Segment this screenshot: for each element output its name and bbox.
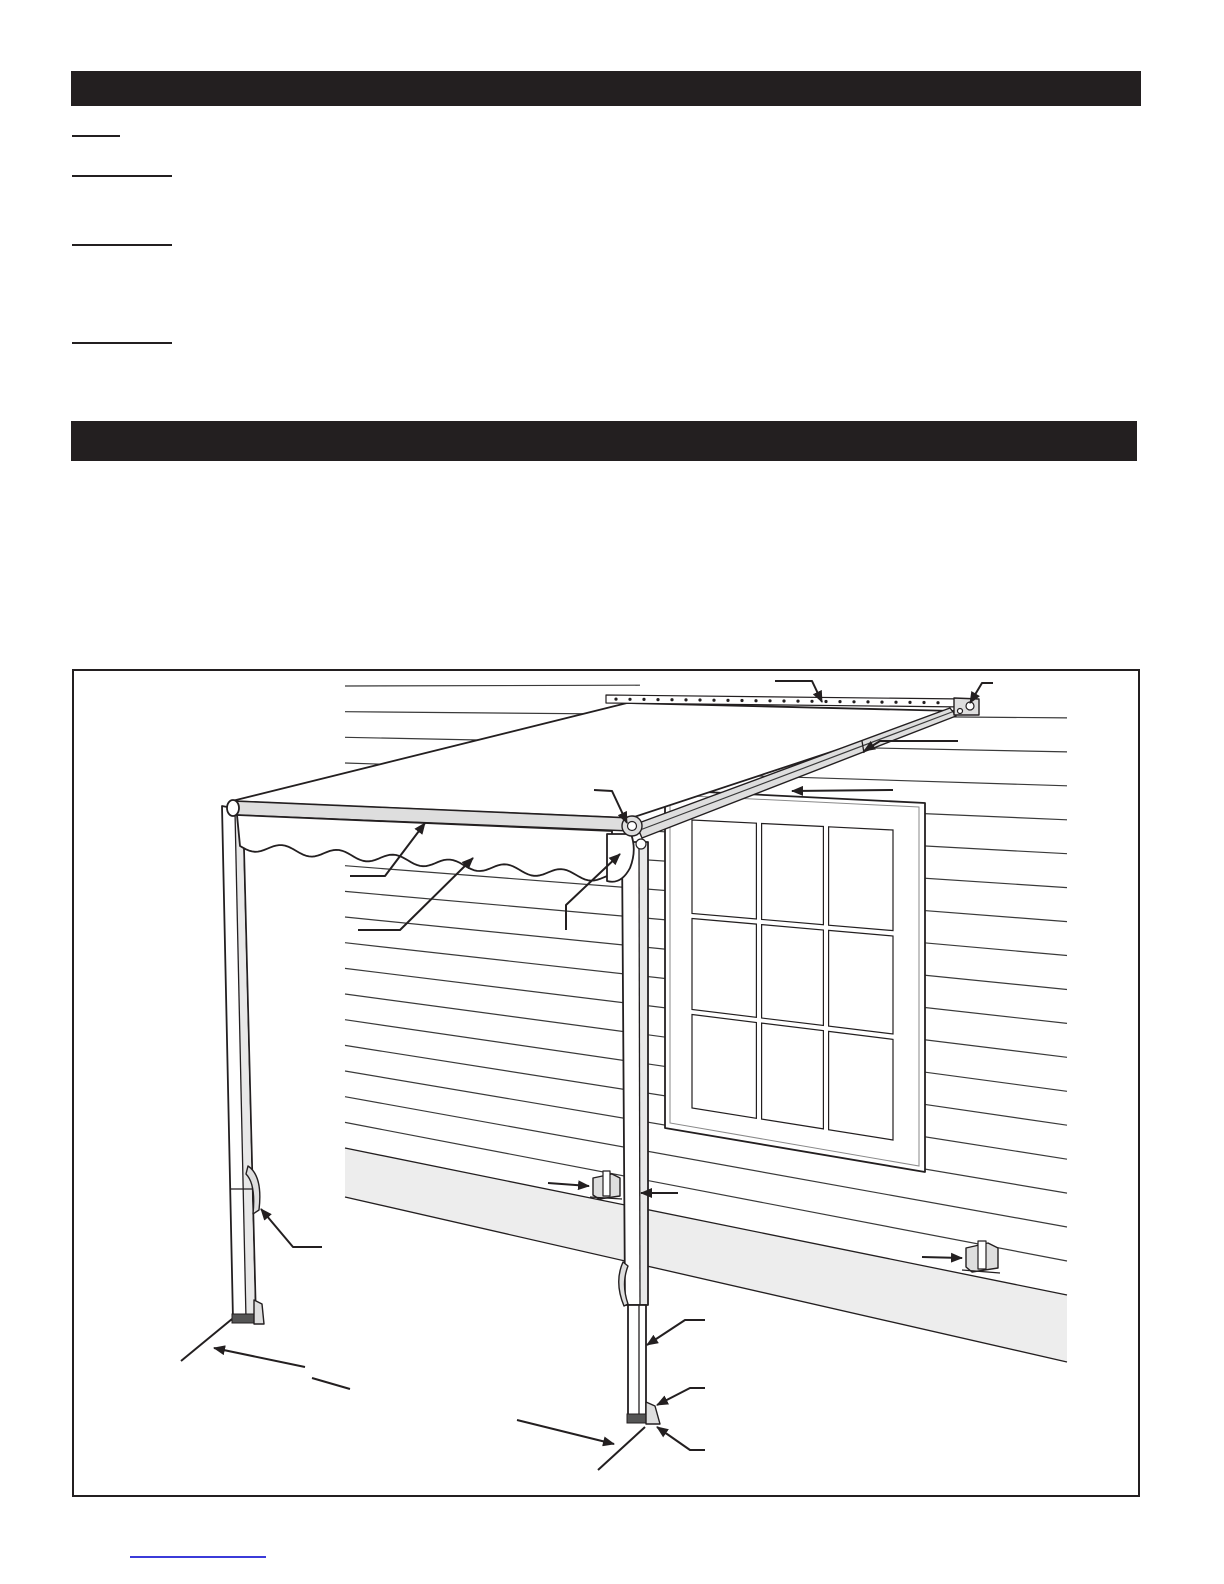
rail-screw-hole [782, 699, 785, 702]
leader-line [181, 1319, 232, 1361]
window-pane [692, 919, 756, 1018]
clip-slot [978, 1241, 986, 1269]
rail-screw-hole [684, 698, 687, 701]
mount-pivot-center [628, 822, 637, 831]
bracket-bolt [958, 709, 963, 714]
leader-line [598, 1427, 645, 1470]
arrow-icon [657, 1427, 705, 1450]
window-pane [829, 1031, 893, 1140]
window-pane [762, 925, 824, 1026]
left-foot-bracket [254, 1300, 264, 1324]
arrow-icon [792, 790, 893, 791]
rail-screw-hole [656, 698, 659, 701]
window-pane [829, 827, 893, 931]
right-post [619, 842, 660, 1424]
right-post-foot [627, 1414, 647, 1423]
rail-screw-hole [880, 701, 883, 704]
arrow-icon [922, 1257, 962, 1258]
arrow-icon [548, 1183, 589, 1186]
window [665, 790, 925, 1172]
rail-screw-hole [824, 700, 827, 703]
window-pane [692, 820, 756, 919]
arrow-icon [517, 1420, 614, 1444]
arrow-icon [261, 1209, 322, 1247]
bracket-bolt [966, 702, 974, 710]
window-panes [692, 820, 893, 1140]
rail-screw-hole [936, 701, 939, 704]
window-pane [692, 1015, 756, 1119]
right-post-lower [628, 1305, 646, 1420]
foundation-fill [345, 1148, 1067, 1362]
rail-end-bracket [954, 698, 979, 715]
rail-screw-hole [894, 701, 897, 704]
rail-screw-hole [796, 700, 799, 703]
rail-screw-hole [670, 698, 673, 701]
rail-screw-hole [740, 699, 743, 702]
left-post-foot [232, 1314, 255, 1323]
rail-screw-hole [614, 698, 617, 701]
siding-line [345, 685, 640, 686]
window-pane [762, 824, 824, 925]
window-pane [829, 930, 893, 1034]
rail-screw-hole [754, 699, 757, 702]
foundation-band [345, 1148, 1067, 1362]
rail-screw-hole [726, 699, 729, 702]
rail-screw-hole [922, 701, 925, 704]
arrow-icon [647, 1320, 705, 1345]
rail-screw-hole [852, 700, 855, 703]
rail-screw-hole [712, 699, 715, 702]
rail-screw-hole [908, 701, 911, 704]
window-pane [762, 1023, 824, 1129]
rail-screw-hole [642, 698, 645, 701]
footer-link[interactable] [130, 1556, 266, 1558]
rail-screw-hole [810, 700, 813, 703]
leader-line [312, 1378, 350, 1389]
wall-clip-right [962, 1241, 1000, 1273]
arrow-icon [214, 1348, 305, 1367]
rail-screw-hole [768, 699, 771, 702]
clip-slot [603, 1171, 610, 1196]
arrow-icon [657, 1388, 705, 1405]
left-post [222, 806, 264, 1324]
rail-screw-hole [866, 700, 869, 703]
rail-screw-hole [838, 700, 841, 703]
rail-screw-hole [698, 698, 701, 701]
roller-left-end-cap [227, 800, 239, 816]
arm-pivot [636, 839, 646, 849]
rail-screw-hole [628, 698, 631, 701]
